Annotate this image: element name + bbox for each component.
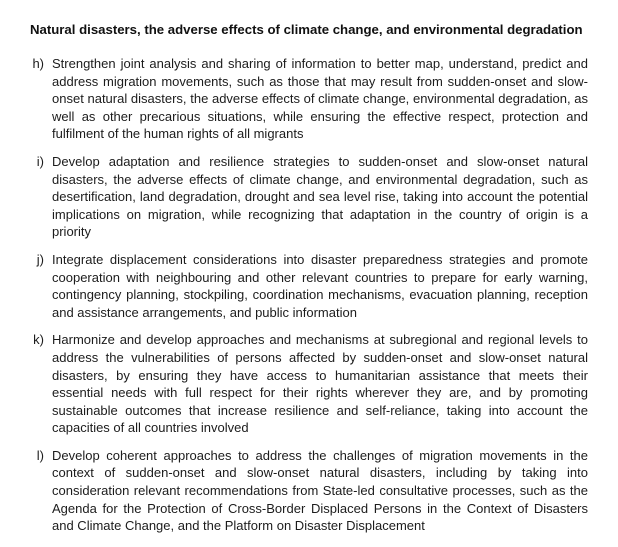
item-label: k) bbox=[33, 332, 44, 348]
list-item bbox=[30, 153, 588, 241]
item-text: Develop coherent approaches to address the challenges of migration movements in the context of sudden-onset and slow-onset natural disasters, including by taking into consideration relevant recommendations from State-led consultative processes, such as the Agenda for the Protection of Cross-Border Displaced Persons in the Context of Disasters and Climate Change, and the Platform on Disaster Displacement bbox=[52, 447, 588, 534]
list-item bbox=[30, 55, 588, 143]
item-text: Harmonize and develop approaches and mechanisms at subregional and regional levels to address the vulnerabilities of persons affected by sudden-onset and slow-onset natural disasters, by ensuring they have access to humanitarian assistance that meets their essential needs with full respect for their rights wherever they are, and by promoting sustainable outcomes that increase resilience and self-reliance, taking into account the capacities of all countries involved bbox=[52, 332, 588, 436]
list-item bbox=[30, 447, 588, 535]
list-item bbox=[30, 331, 588, 437]
item-text: Integrate displacement considerations into disaster preparedness strategies and promote cooperation with neighbouring and other relevant countries to prepare for early warning, contingency planning, stockpiling, coordination mechanisms, evacuation planning, reception and assistance arrangements, and public information bbox=[52, 251, 588, 320]
item-label: h) bbox=[32, 56, 44, 71]
section-heading: Natural disasters, the adverse effects of climate change, and environmental degradation bbox=[30, 22, 583, 37]
item-text: Strengthen joint analysis and sharing of information to better map, understand, predict and address migration movements, such as those that may result from sudden-onset and slow-onset natural disasters, the adverse effects of climate change, environmental degradation, as well as other precarious situations, while ensuring the effective respect, protection and fulfilment of the human rights of all migrants bbox=[52, 56, 588, 142]
item-text: Develop adaptation and resilience strategies to sudden-onset and slow-onset natural disasters, the adverse effects of climate change, and environmental degradation, such as desertification, land degradation, drought and sea level rise, taking into account the potential implications on migration, while recognizing that adaptation in the country of origin is a priority bbox=[52, 153, 588, 240]
item-label: j) bbox=[36, 251, 44, 267]
list-item bbox=[30, 251, 588, 321]
item-label: l) bbox=[36, 447, 44, 463]
item-label: i) bbox=[36, 153, 44, 169]
lettered-list bbox=[30, 55, 588, 535]
